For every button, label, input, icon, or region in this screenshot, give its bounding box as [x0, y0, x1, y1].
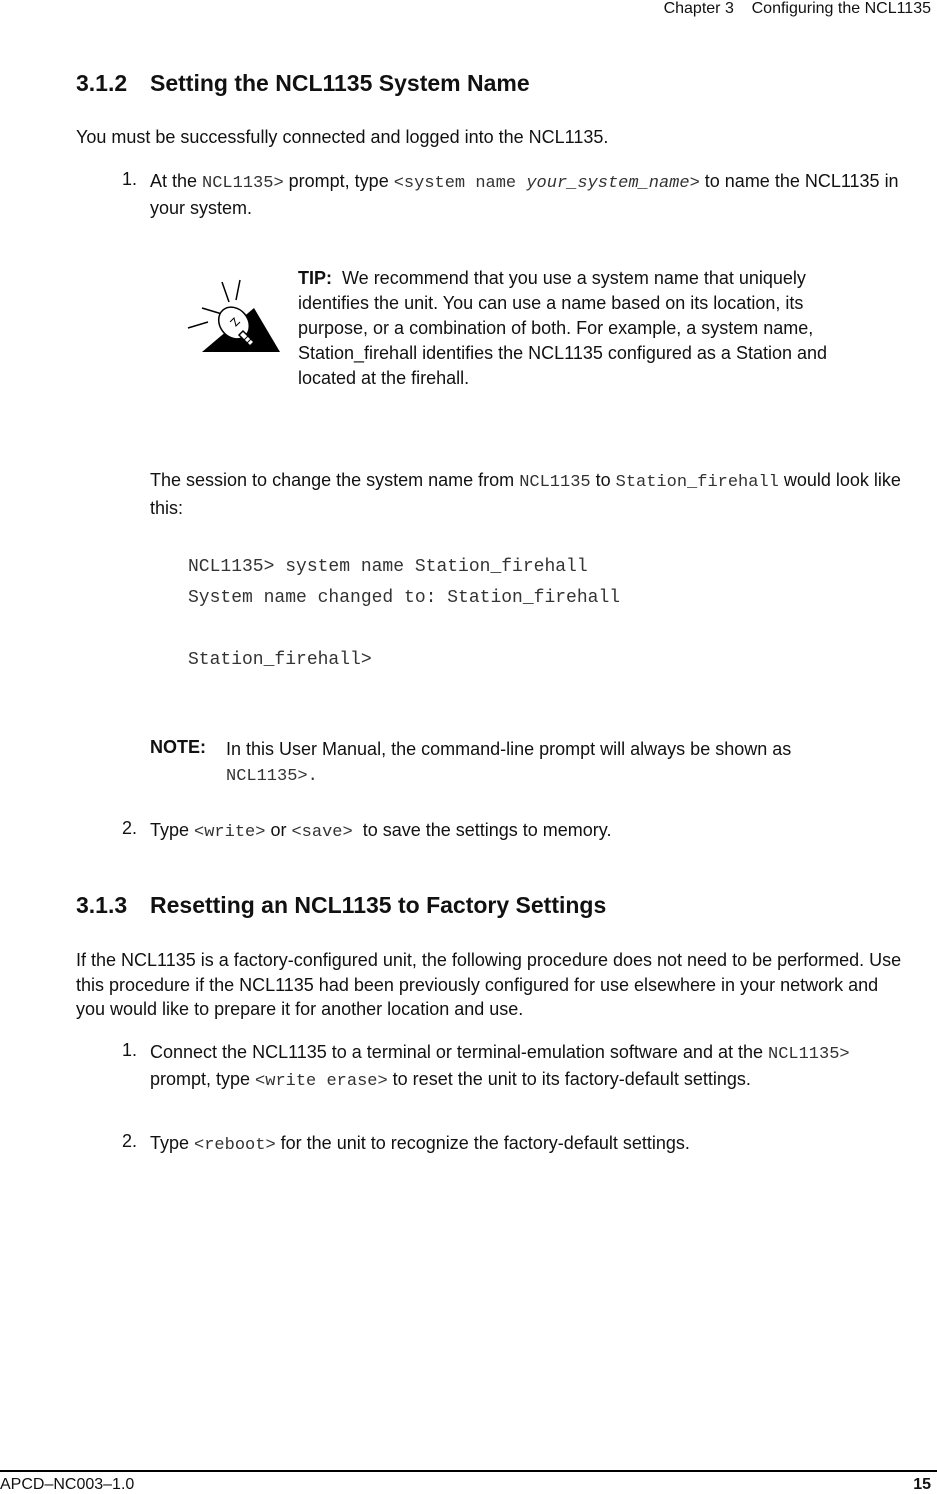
- note-text: In this User Manual, the command-line prompt will always be shown as NCL1135>.: [226, 739, 792, 786]
- note-label: NOTE:: [150, 737, 206, 757]
- inline-code: <reboot>: [194, 1136, 276, 1155]
- chapter-number: Chapter 3: [663, 0, 734, 17]
- inline-code: NCL1135>: [768, 1045, 850, 1064]
- light-ray: [202, 308, 222, 314]
- inline-code: >: [689, 174, 700, 193]
- inline-code: NCL1135>.: [226, 767, 318, 786]
- light-ray: [236, 280, 240, 300]
- inline-code: NCL1135: [519, 473, 591, 492]
- section-intro: You must be successfully connected and logged into the NCL1135.: [76, 127, 609, 147]
- step-2-text: Type <write> or <save> to save the settings to memory.: [150, 820, 612, 842]
- section-heading-313: [76, 892, 606, 919]
- inline-code: <write>: [194, 823, 266, 842]
- step-2-text: Type <reboot> for the unit to recognize the factory-default settings.: [150, 1133, 690, 1155]
- inline-code: NCL1135>: [202, 174, 284, 193]
- chapter-title: Configuring the NCL1135: [751, 0, 931, 17]
- section-title: Setting the NCL1135 System Name: [150, 70, 530, 96]
- code-line: Station_firehall>: [188, 650, 372, 670]
- lightbulb-tip-icon: [182, 276, 284, 356]
- step-number: 2.: [122, 818, 138, 838]
- light-ray: [222, 282, 229, 302]
- inline-code: Station_firehall: [615, 473, 779, 492]
- footer-rule: [0, 1470, 937, 1472]
- step-1-text: Connect the NCL1135 to a terminal or terminal-emulation software and at the NCL1135> prompt, type <write erase> to reset the unit to its factory-default settings.: [150, 1042, 850, 1091]
- code-line: System name changed to: Station_firehall: [188, 588, 621, 608]
- page-number: 15: [913, 1476, 931, 1493]
- step-1-text: At the NCL1135> prompt, type <system name your_system_name> to name the NCL1135 in your system.: [150, 171, 899, 218]
- light-ray: [188, 322, 208, 328]
- step-number: 1.: [122, 169, 138, 189]
- section-heading-312: [76, 70, 530, 97]
- tip-label: TIP:: [298, 268, 332, 288]
- code-line: NCL1135> system name Station_firehall: [188, 557, 588, 577]
- session-paragraph: The session to change the system name from NCL1135 to Station_firehall would look like this:: [150, 470, 901, 518]
- inline-code-italic: your_system_name: [526, 174, 690, 193]
- document-id: APCD–NC003–1.0: [0, 1476, 135, 1493]
- inline-code: <system name: [393, 174, 527, 193]
- inline-code: <save>: [291, 823, 353, 842]
- running-header: [664, 0, 931, 18]
- tip-callout: [298, 266, 838, 391]
- section-number: 3.1.2: [76, 70, 128, 96]
- tip-text: We recommend that you use a system name that uniquely identifies the unit. You can use a name based on its location, its purpose, or a combination of both. For example, a system name, Station_firehall identifies the NCL1135 configured as a Station and located at the firehall.: [298, 268, 828, 388]
- step-number: 1.: [122, 1040, 138, 1060]
- step-number: 2.: [122, 1131, 138, 1151]
- inline-code: <write erase>: [255, 1072, 388, 1091]
- section-number: 3.1.3: [76, 892, 128, 918]
- section-title: Resetting an NCL1135 to Factory Settings: [150, 892, 607, 918]
- section-intro: If the NCL1135 is a factory-configured unit, the following procedure does not need to be performed. Use this procedure if the NCL1135 had been previously configured for use elsewhere in your network and you would like to prepare it for another location and use.: [76, 950, 902, 1019]
